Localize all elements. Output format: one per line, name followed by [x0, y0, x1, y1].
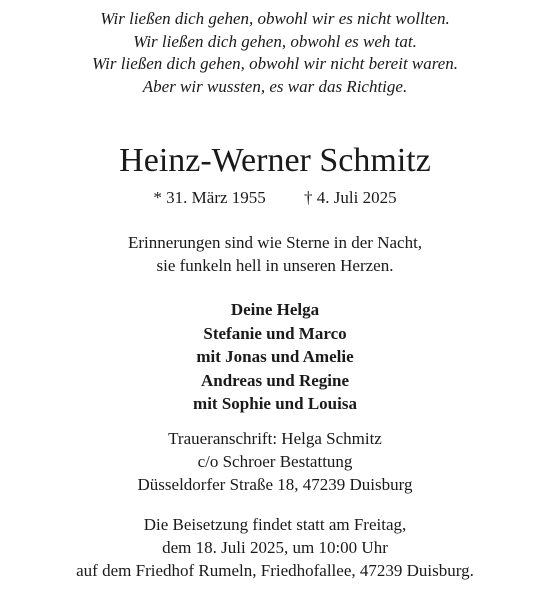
funeral-line: Die Beisetzung findet statt am Freitag,: [143, 515, 407, 534]
funeral-details: [0, 513, 550, 582]
address-line: c/o Schroer Bestattung: [197, 452, 353, 471]
mourner-line: mit Sophie und Louisa: [193, 394, 357, 413]
mourner-line: Andreas und Regine: [201, 370, 349, 390]
birth-date: * 31. März 1955: [153, 188, 266, 207]
poem-line: Wir ließen dich gehen, obwohl wir nicht bereit waren.: [91, 54, 459, 73]
poem-line: Aber wir wussten, es war das Richtige.: [142, 76, 408, 96]
quote-line: Erinnerungen sind wie Sterne in der Nacht,: [127, 233, 423, 252]
mourner-line: Stefanie und Marco: [203, 323, 347, 343]
poem: [0, 8, 550, 98]
address-line: Traueranschrift: Helga Schmitz: [168, 429, 382, 448]
condolence-address: [0, 427, 550, 496]
mourner-line: mit Jonas und Amelie: [196, 347, 354, 366]
poem-line: Wir ließen dich gehen, obwohl wir es nicht wollten.: [100, 9, 450, 28]
death-date: † 4. Juli 2025: [304, 188, 397, 207]
quote-line: sie funkeln hell in unseren Herzen.: [156, 255, 394, 275]
memorial-quote: [0, 232, 550, 277]
mourner-line: Deine Helga: [230, 300, 320, 319]
poem-line: Wir ließen dich gehen, obwohl es weh tat.: [133, 31, 417, 51]
funeral-line: dem 18. Juli 2025, um 10:00 Uhr: [162, 538, 388, 557]
mourners-list: [0, 298, 550, 416]
deceased-name: Heinz-Werner Schmitz: [119, 142, 431, 179]
funeral-line: auf dem Friedhof Rumeln, Friedhofallee, 47239 Duisburg.: [76, 561, 474, 580]
address-line: Düsseldorfer Straße 18, 47239 Duisburg: [137, 475, 413, 494]
life-dates: [0, 187, 550, 209]
